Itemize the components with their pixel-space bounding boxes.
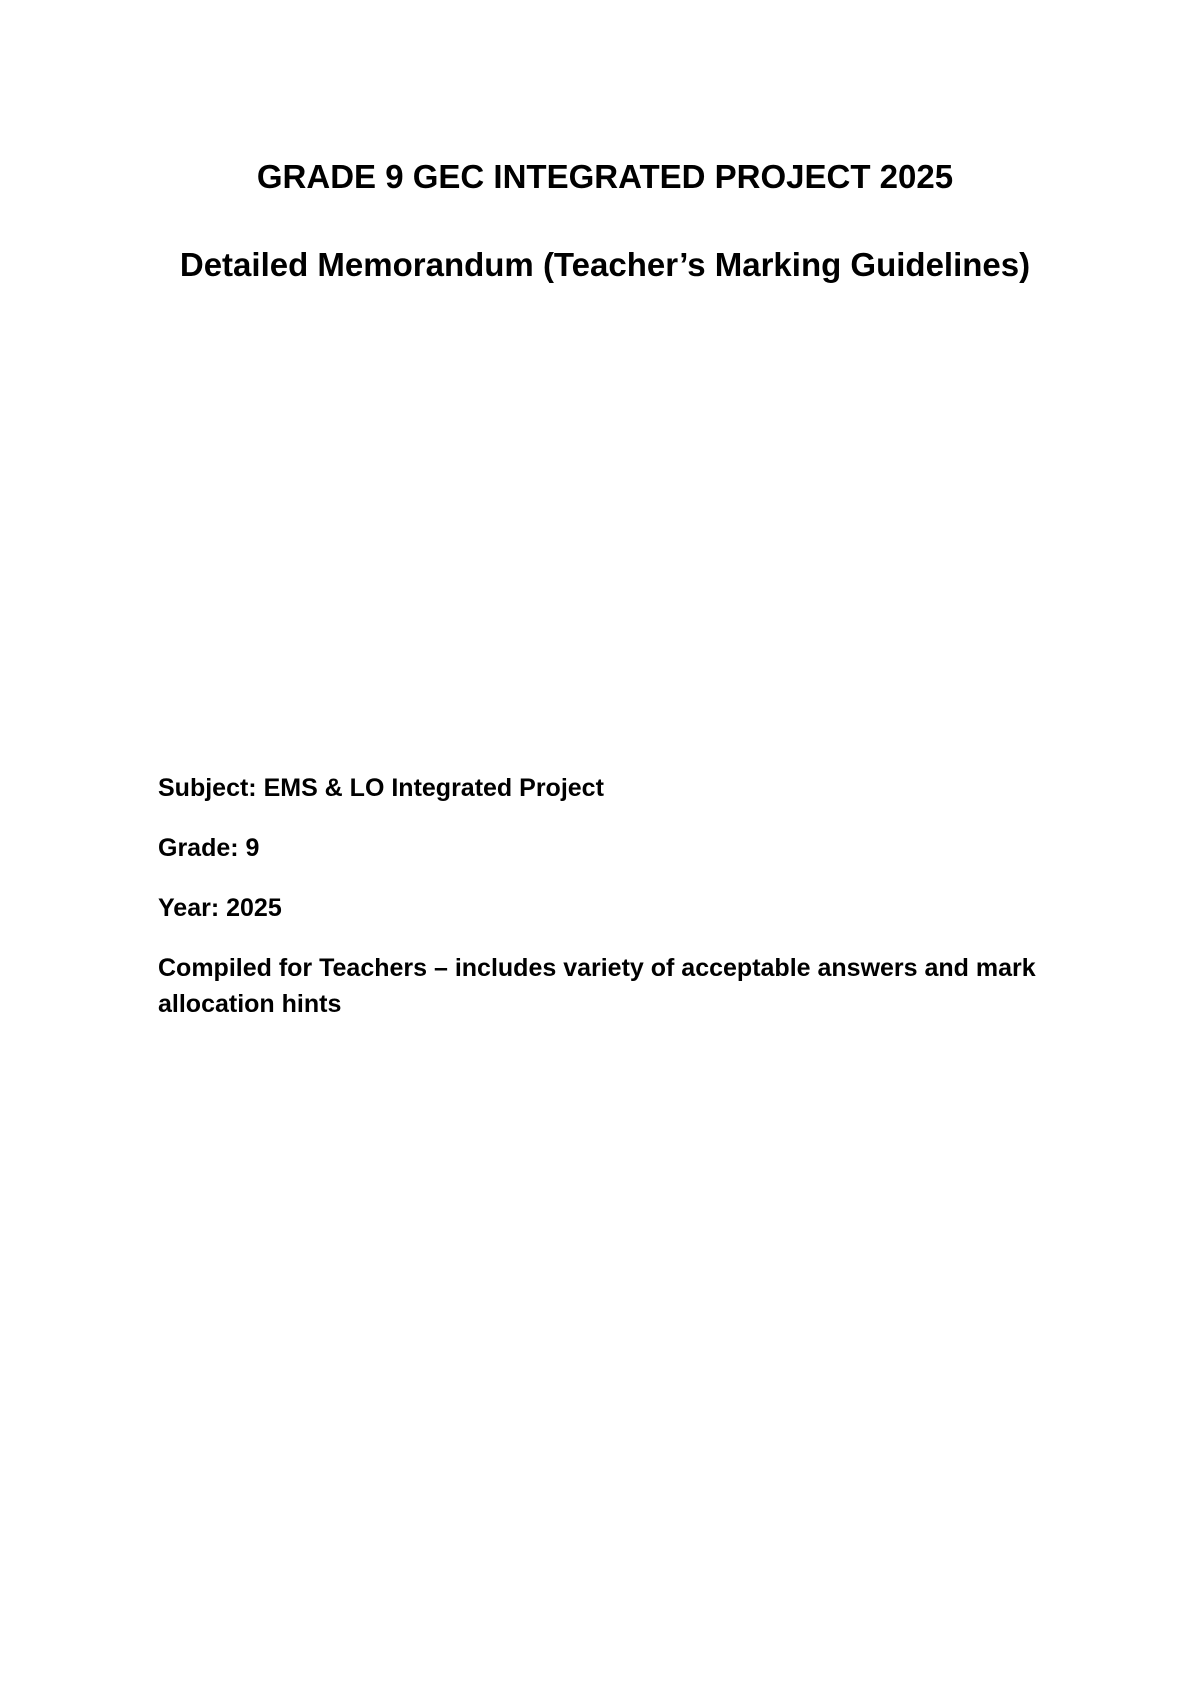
document-title: GRADE 9 GEC INTEGRATED PROJECT 2025: [256, 158, 954, 195]
year-line: Year: 2025: [158, 894, 282, 922]
subject-line: Subject: EMS & LO Integrated Project: [158, 774, 604, 802]
compiled-note: Compiled for Teachers – includes variety of acceptable answers and mark allocation hints: [158, 954, 1036, 1018]
document-subtitle: Detailed Memorandum (Teacher’s Marking Guidelines): [179, 246, 1031, 283]
grade-line: Grade: 9: [158, 834, 260, 862]
